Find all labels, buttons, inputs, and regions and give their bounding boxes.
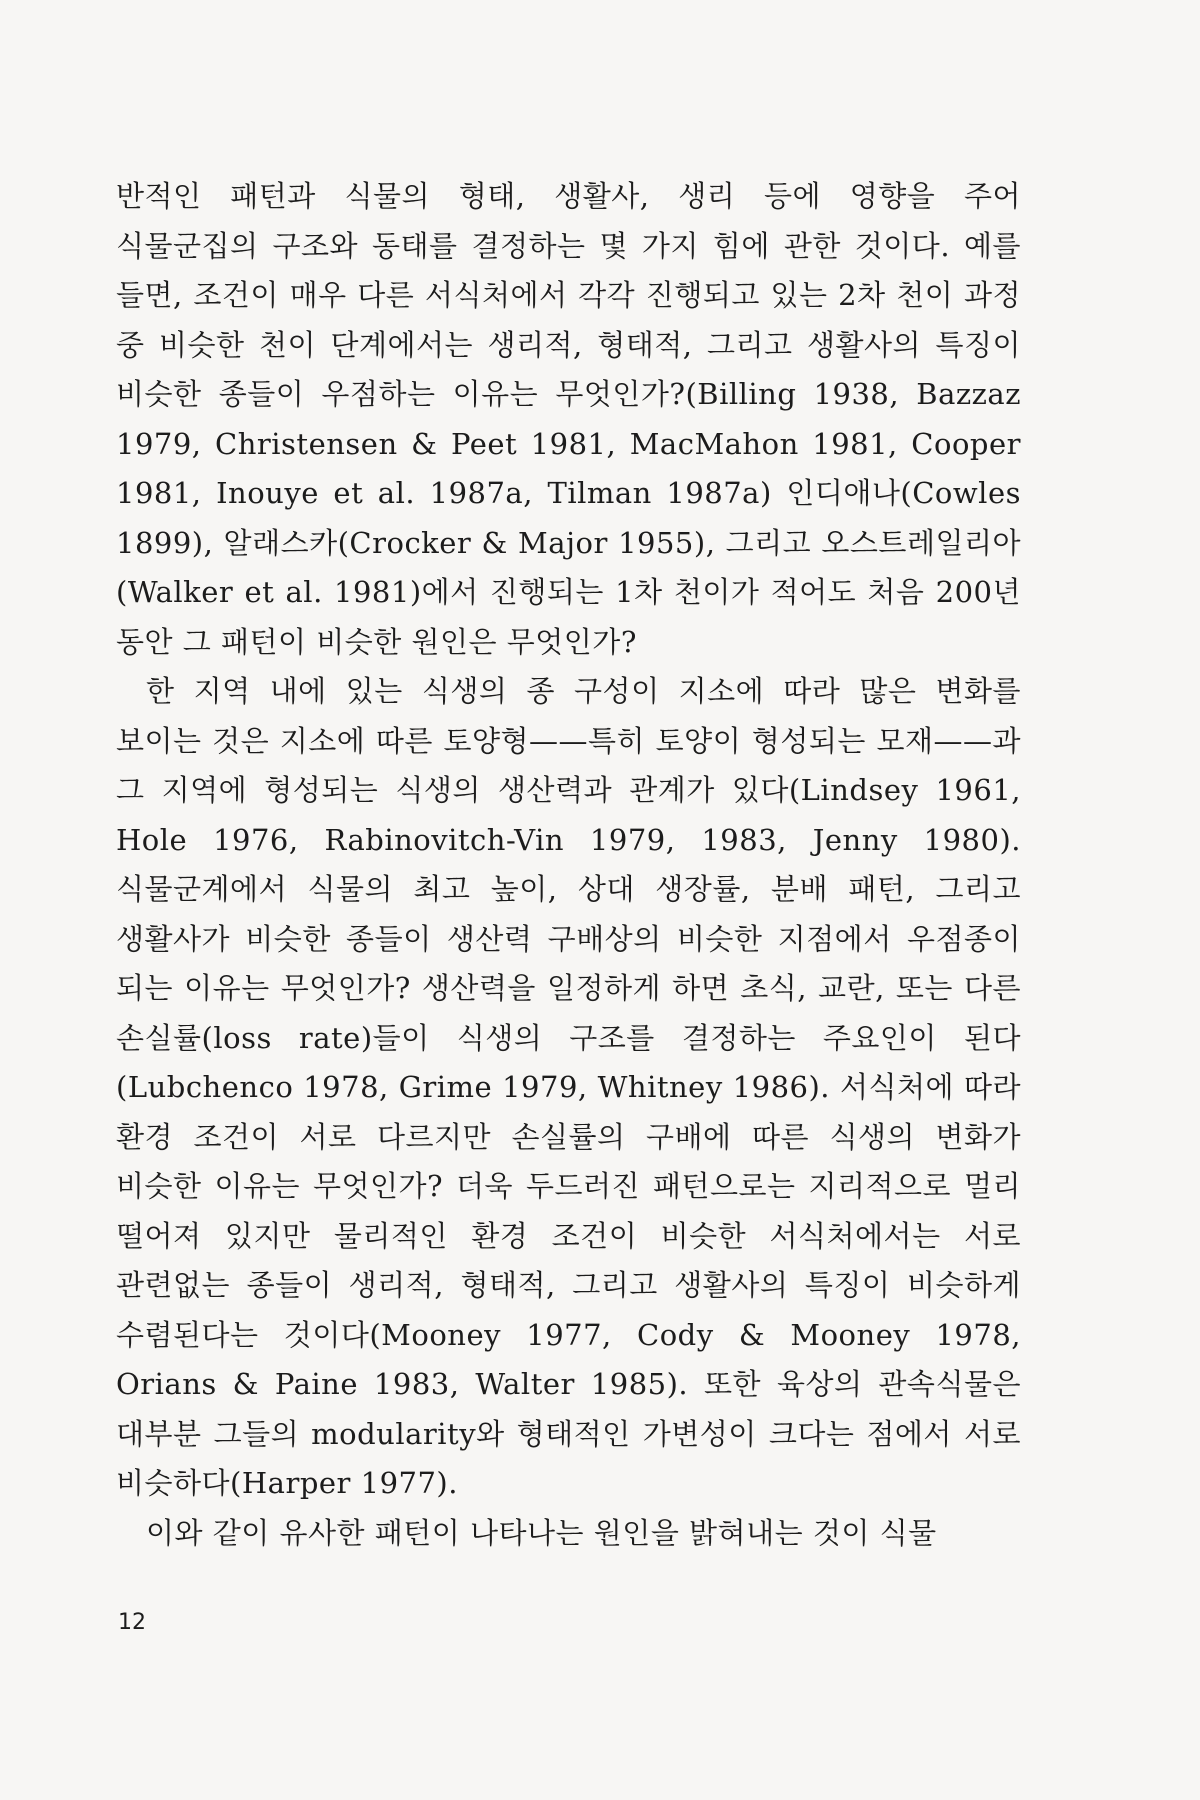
- paragraph-1: 반적인 패턴과 식물의 형태, 생활사, 생리 등에 영향을 주어 식물군집의 구조와 동태를 결정하는 몇 가지 힘에 관한 것이다. 예를 들면, 조건이 매우 다른 서식처에서 각각 진행되고 있는 2차 천이 과정 중 비슷한 천이 단계에서는 생리적, 형태적, 그리고 생활사의 특징이 비슷한 종들이 우점하는 이유는 무엇인가?(Billing 1938, Bazzaz 1979, Christensen & Peet 1981, MacMahon 1981, Cooper 1981, Inouye et al. 1987a, Tilman 1987a) 인디애나(Cowles 1899), 알래스카(Crocker & Major 1955), 그리고 오스트레일리아(Walker et al. 1981)에서 진행되는 1차 천이가 적어도 처음 200년 동안 그 패턴이 비슷한 원인은 무엇인가?: [116, 179, 1021, 659]
- page-number: 12: [118, 1610, 146, 1635]
- body-text: [116, 172, 1021, 1558]
- paragraph-3: 이와 같이 유사한 패턴이 나타나는 원인을 밝혀내는 것이 식물: [146, 1515, 937, 1550]
- paragraph-2: 한 지역 내에 있는 식생의 종 구성이 지소에 따라 많은 변화를 보이는 것은 지소에 따른 토양형——특히 토양이 형성되는 모재——과 그 지역에 형성되는 식생의 생산력과 관계가 있다(Lindsey 1961, Hole 1976, Rabinovitch-Vin 1979, 1983, Jenny 1980). 식물군계에서 식물의 최고 높이, 상대 생장률, 분배 패턴, 그리고 생활사가 비슷한 종들이 생산력 구배상의 비슷한 지점에서 우점종이 되는 이유는 무엇인가? 생산력을 일정하게 하면 초식, 교란, 또는 다른 손실률(loss rate)들이 식생의 구조를 결정하는 주요인이 된다(Lubchenco 1978, Grime 1979, Whitney 1986). 서식처에 따라 환경 조건이 서로 다르지만 손실률의 구배에 따른 식생의 변화가 비슷한 이유는 무엇인가? 더욱 두드러진 패턴으로는 지리적으로 멀리 떨어져 있지만 물리적인 환경 조건이 비슷한 서식처에서는 서로 관련없는 종들이 생리적, 형태적, 그리고 생활사의 특징이 비슷하게 수렴된다는 것이다(Mooney 1977, Cody & Mooney 1978, Orians & Paine 1983, Walter 1985). 또한 육상의 관속식물은 대부분 그들의 modularity와 형태적인 가변성이 크다는 점에서 서로 비슷하다(Harper 1977).: [116, 674, 1021, 1500]
